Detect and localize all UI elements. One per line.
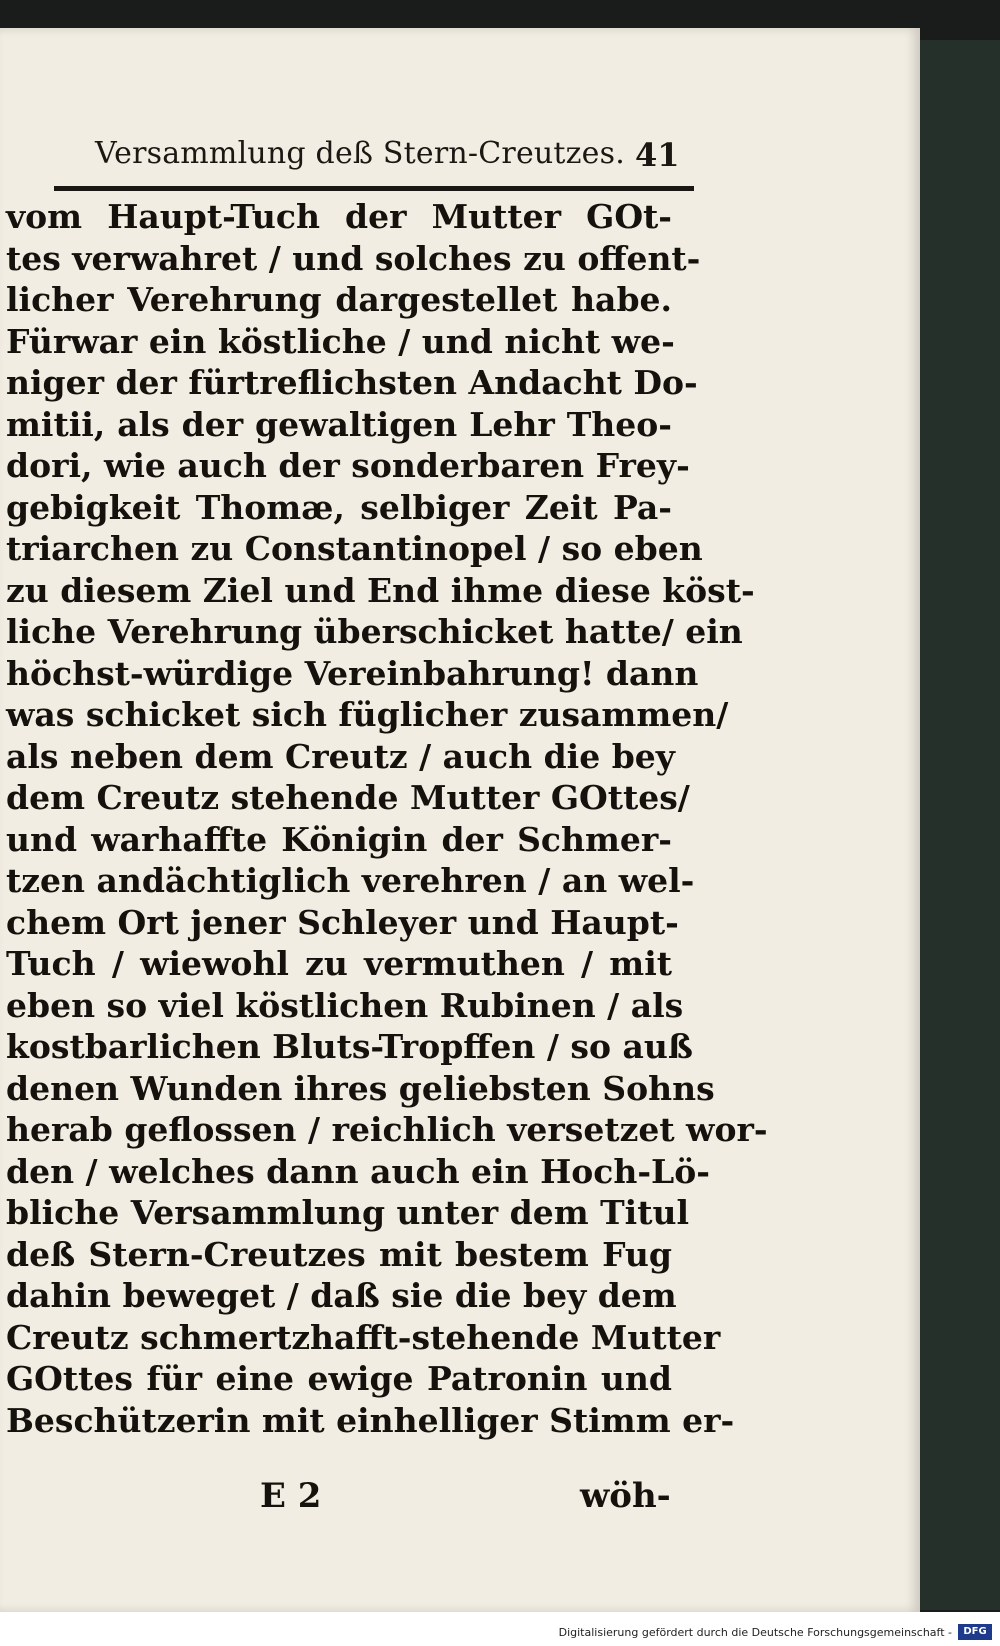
text-line: Beschützerin mit einhelliger Stimm er-	[6, 1400, 735, 1440]
text-line: GOttes für eine ewige Patronin und	[6, 1359, 672, 1398]
text-line: eben so viel köstlichen Rubinen / als	[6, 985, 684, 1025]
header-rule	[54, 186, 694, 191]
funding-bar	[0, 1612, 1000, 1646]
text-line: liche Verehrung überschicket hatte/ ein	[6, 612, 743, 651]
page-header	[40, 114, 680, 174]
text-line: Creutz schmertzhafft-stehende Mutter	[6, 1317, 721, 1357]
book-page	[0, 28, 920, 1612]
dfg-logo-icon: DFG	[958, 1624, 992, 1640]
text-line: dori, wie auch der sonderbaren Frey-	[6, 446, 690, 485]
body-text	[6, 196, 768, 1441]
page-footer	[0, 1476, 680, 1526]
text-line: und warhaffte Königin der Schmer-	[6, 819, 672, 859]
text-line: dem Creutz stehende Mutter GOttes/	[6, 778, 690, 817]
text-line: bliche Versammlung unter dem Titul	[6, 1193, 689, 1232]
text-line: als neben dem Creutz / auch die bey	[6, 736, 675, 776]
text-line: höchst-würdige Vereinbahrung! dann	[6, 653, 699, 693]
signature-mark: E 2	[260, 1476, 322, 1516]
text-line: chem Ort jener Schleyer und Haupt-	[6, 902, 679, 942]
text-line: tes verwahret / und solches zu offent-	[6, 238, 701, 278]
text-line: herab geflossen / reichlich versetzet wor-	[6, 1110, 768, 1149]
running-title: Versammlung deß Stern-Creutzes.	[95, 136, 625, 171]
text-line: gebigkeit Thomæ, selbiger Zeit Pa-	[6, 487, 672, 527]
text-line: triarchen zu Constantinopel / so eben	[6, 529, 703, 568]
text-line: den / welches dann auch ein Hoch-Lö-	[6, 1151, 710, 1191]
catchword: wöh-	[580, 1476, 671, 1516]
text-line: Fürwar ein köstliche / und nicht we-	[6, 321, 675, 361]
text-line: kostbarlichen Bluts-Tropffen / so auß	[6, 1027, 693, 1066]
text-line: zu diesem Ziel und End ihme diese köst-	[6, 570, 755, 610]
text-line: Tuch / wiewohl zu vermuthen / mit	[6, 944, 672, 983]
text-line: licher Verehrung dargestellet habe.	[6, 280, 672, 319]
page-number: 41	[635, 136, 680, 174]
funding-note: Digitalisierung gefördert durch die Deutsche Forschungsgemeinschaft -	[558, 1626, 952, 1639]
text-line: niger der fürtreflichsten Andacht Do-	[6, 363, 698, 402]
text-line: tzen andächtiglich verehren / an wel-	[6, 861, 695, 900]
text-line: was schicket sich füglicher zusammen/	[6, 695, 729, 734]
text-line: dahin beweget / daß sie die bey dem	[6, 1276, 677, 1315]
text-line: denen Wunden ihres geliebsten Sohns	[6, 1068, 715, 1108]
text-line: deß Stern-Creutzes mit bestem Fug	[6, 1234, 672, 1274]
text-line: mitii, als der gewaltigen Lehr Theo-	[6, 404, 672, 444]
book-edge	[920, 40, 1000, 1610]
text-line: vom Haupt-Tuch der Mutter GOt-	[6, 197, 672, 236]
